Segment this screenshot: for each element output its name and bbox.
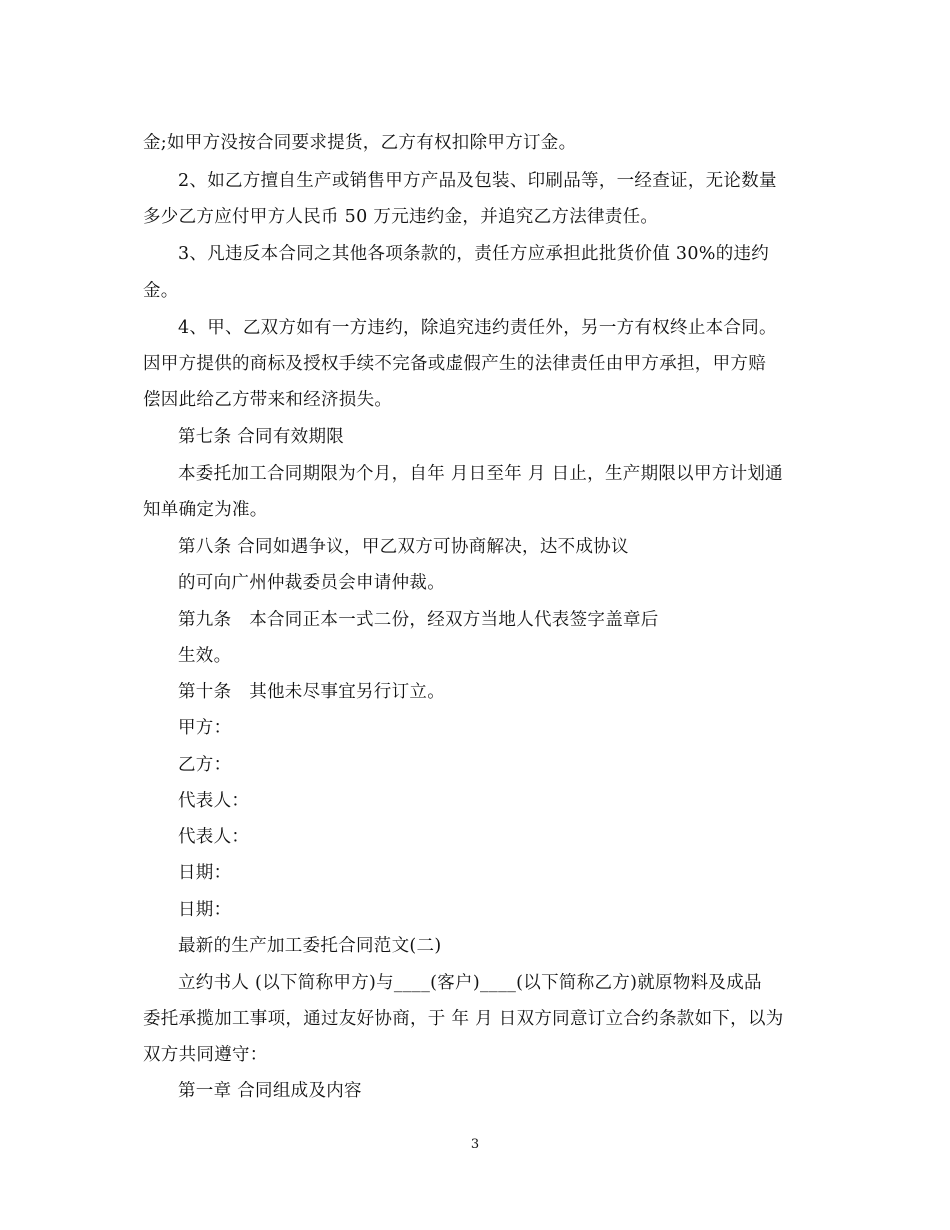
text-line: 第十条 其他未尽事宜另行订立。 <box>178 682 445 702</box>
text-line: 知单确定为准。 <box>143 500 268 520</box>
signature-label: 甲方： <box>178 718 232 738</box>
signature-label: 日期： <box>178 863 232 883</box>
text-line: 3、凡违反本合同之其他各项条款的，责任方应承担此批货价值 30%的违约 <box>178 244 770 264</box>
text-line: 4、甲、乙双方如有一方违约，除追究违约责任外，另一方有权终止本合同。 <box>178 318 777 338</box>
section-heading: 第七条 合同有效期限 <box>178 427 345 447</box>
signature-label: 乙方： <box>178 755 232 775</box>
text-line: 委托承揽加工事项，通过友好协商，于 年 月 日双方同意订立合约条款如下，以为 <box>143 1009 784 1029</box>
signature-label: 代表人： <box>178 827 250 847</box>
text-line: 金;如甲方没按合同要求提货，乙方有权扣除甲方订金。 <box>143 133 577 153</box>
chapter-heading: 第一章 合同组成及内容 <box>178 1081 362 1101</box>
page-number: 3 <box>470 1137 480 1152</box>
text-line: 第八条 合同如遇争议，甲乙双方可协商解决，达不成协议 <box>178 537 629 557</box>
text-line: 多少乙方应付甲方人民币 50 万元违约金，并追究乙方法律责任。 <box>143 207 659 227</box>
section-title: 最新的生产加工委托合同范文(二) <box>178 936 442 956</box>
text-line: 立约书人 (以下简称甲方)与____(客户)____(以下简称乙方)就原物料及成品 <box>178 973 762 993</box>
text-line: 的可向广州仲裁委员会申请仲裁。 <box>178 573 445 593</box>
text-line: 2、如乙方擅自生产或销售甲方产品及包装、印刷品等，一经查证，无论数量 <box>178 171 777 191</box>
signature-label: 日期： <box>178 900 232 920</box>
text-line: 偿因此给乙方带来和经济损失。 <box>143 390 393 410</box>
text-line: 第九条 本合同正本一式二份，经双方当地人代表签字盖章后 <box>178 610 659 630</box>
text-line: 生效。 <box>178 646 232 666</box>
text-line: 因甲方提供的商标及授权手续不完备或虚假产生的法律责任由甲方承担，甲方赔 <box>143 354 766 374</box>
text-line: 本委托加工合同期限为个月，自年 月日至年 月 日止，生产期限以甲方计划通 <box>178 464 783 484</box>
signature-label: 代表人： <box>178 791 250 811</box>
text-line: 双方共同遵守： <box>143 1045 268 1065</box>
text-line: 金。 <box>143 281 179 301</box>
